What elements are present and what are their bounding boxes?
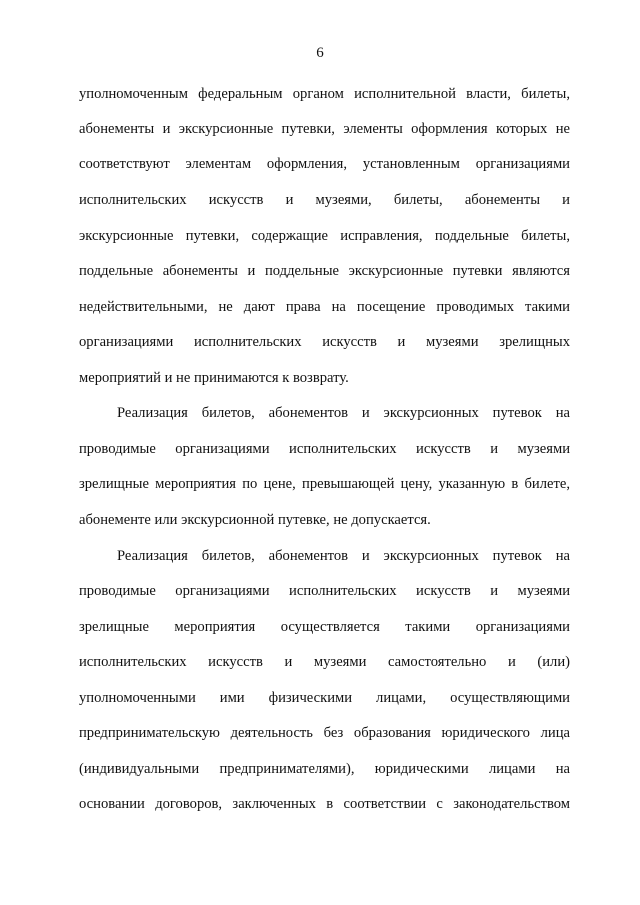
text-line: (индивидуальными предпринимателями), юридическими лицами на	[79, 761, 570, 777]
text-line: экскурсионные путевки, содержащие исправления, поддельные билеты,	[79, 228, 570, 244]
text-line: уполномоченным федеральным органом исполнительной власти, билеты,	[79, 86, 570, 102]
text-line: организациями исполнительских искусств и музеями зрелищных	[79, 334, 570, 350]
text-line: недействительными, не дают права на посещение проводимых такими	[79, 299, 570, 315]
text-line: абонементы и экскурсионные путевки, элементы оформления которых не	[79, 121, 570, 137]
text-line: абонементе или экскурсионной путевке, не допускается.	[79, 512, 431, 528]
page-number: 6	[316, 45, 324, 61]
text-line: соответствуют элементам оформления, установленным организациями	[79, 156, 570, 172]
text-line: проводимые организациями исполнительских искусств и музеями	[79, 583, 570, 599]
text-line: исполнительских искусств и музеями самостоятельно и (или)	[79, 654, 570, 670]
text-line: зрелищные мероприятия осуществляется такими организациями	[79, 619, 570, 635]
text-line: проводимые организациями исполнительских искусств и музеями	[79, 441, 570, 457]
text-line: предпринимательскую деятельность без образования юридического лица	[79, 725, 570, 741]
paragraph-start-line: Реализация билетов, абонементов и экскурсионных путевок на	[117, 405, 570, 421]
text-line: мероприятий и не принимаются к возврату.	[79, 370, 349, 386]
text-line: поддельные абонементы и поддельные экскурсионные путевки являются	[79, 263, 570, 279]
text-line: зрелищные мероприятия по цене, превышающей цену, указанную в билете,	[79, 476, 570, 492]
text-line: исполнительских искусств и музеями, билеты, абонементы и	[79, 192, 570, 208]
text-line: уполномоченными ими физическими лицами, осуществляющими	[79, 690, 570, 706]
text-line: основании договоров, заключенных в соответствии с законодательством	[79, 796, 570, 812]
paragraph-start-line: Реализация билетов, абонементов и экскурсионных путевок на	[117, 548, 570, 564]
